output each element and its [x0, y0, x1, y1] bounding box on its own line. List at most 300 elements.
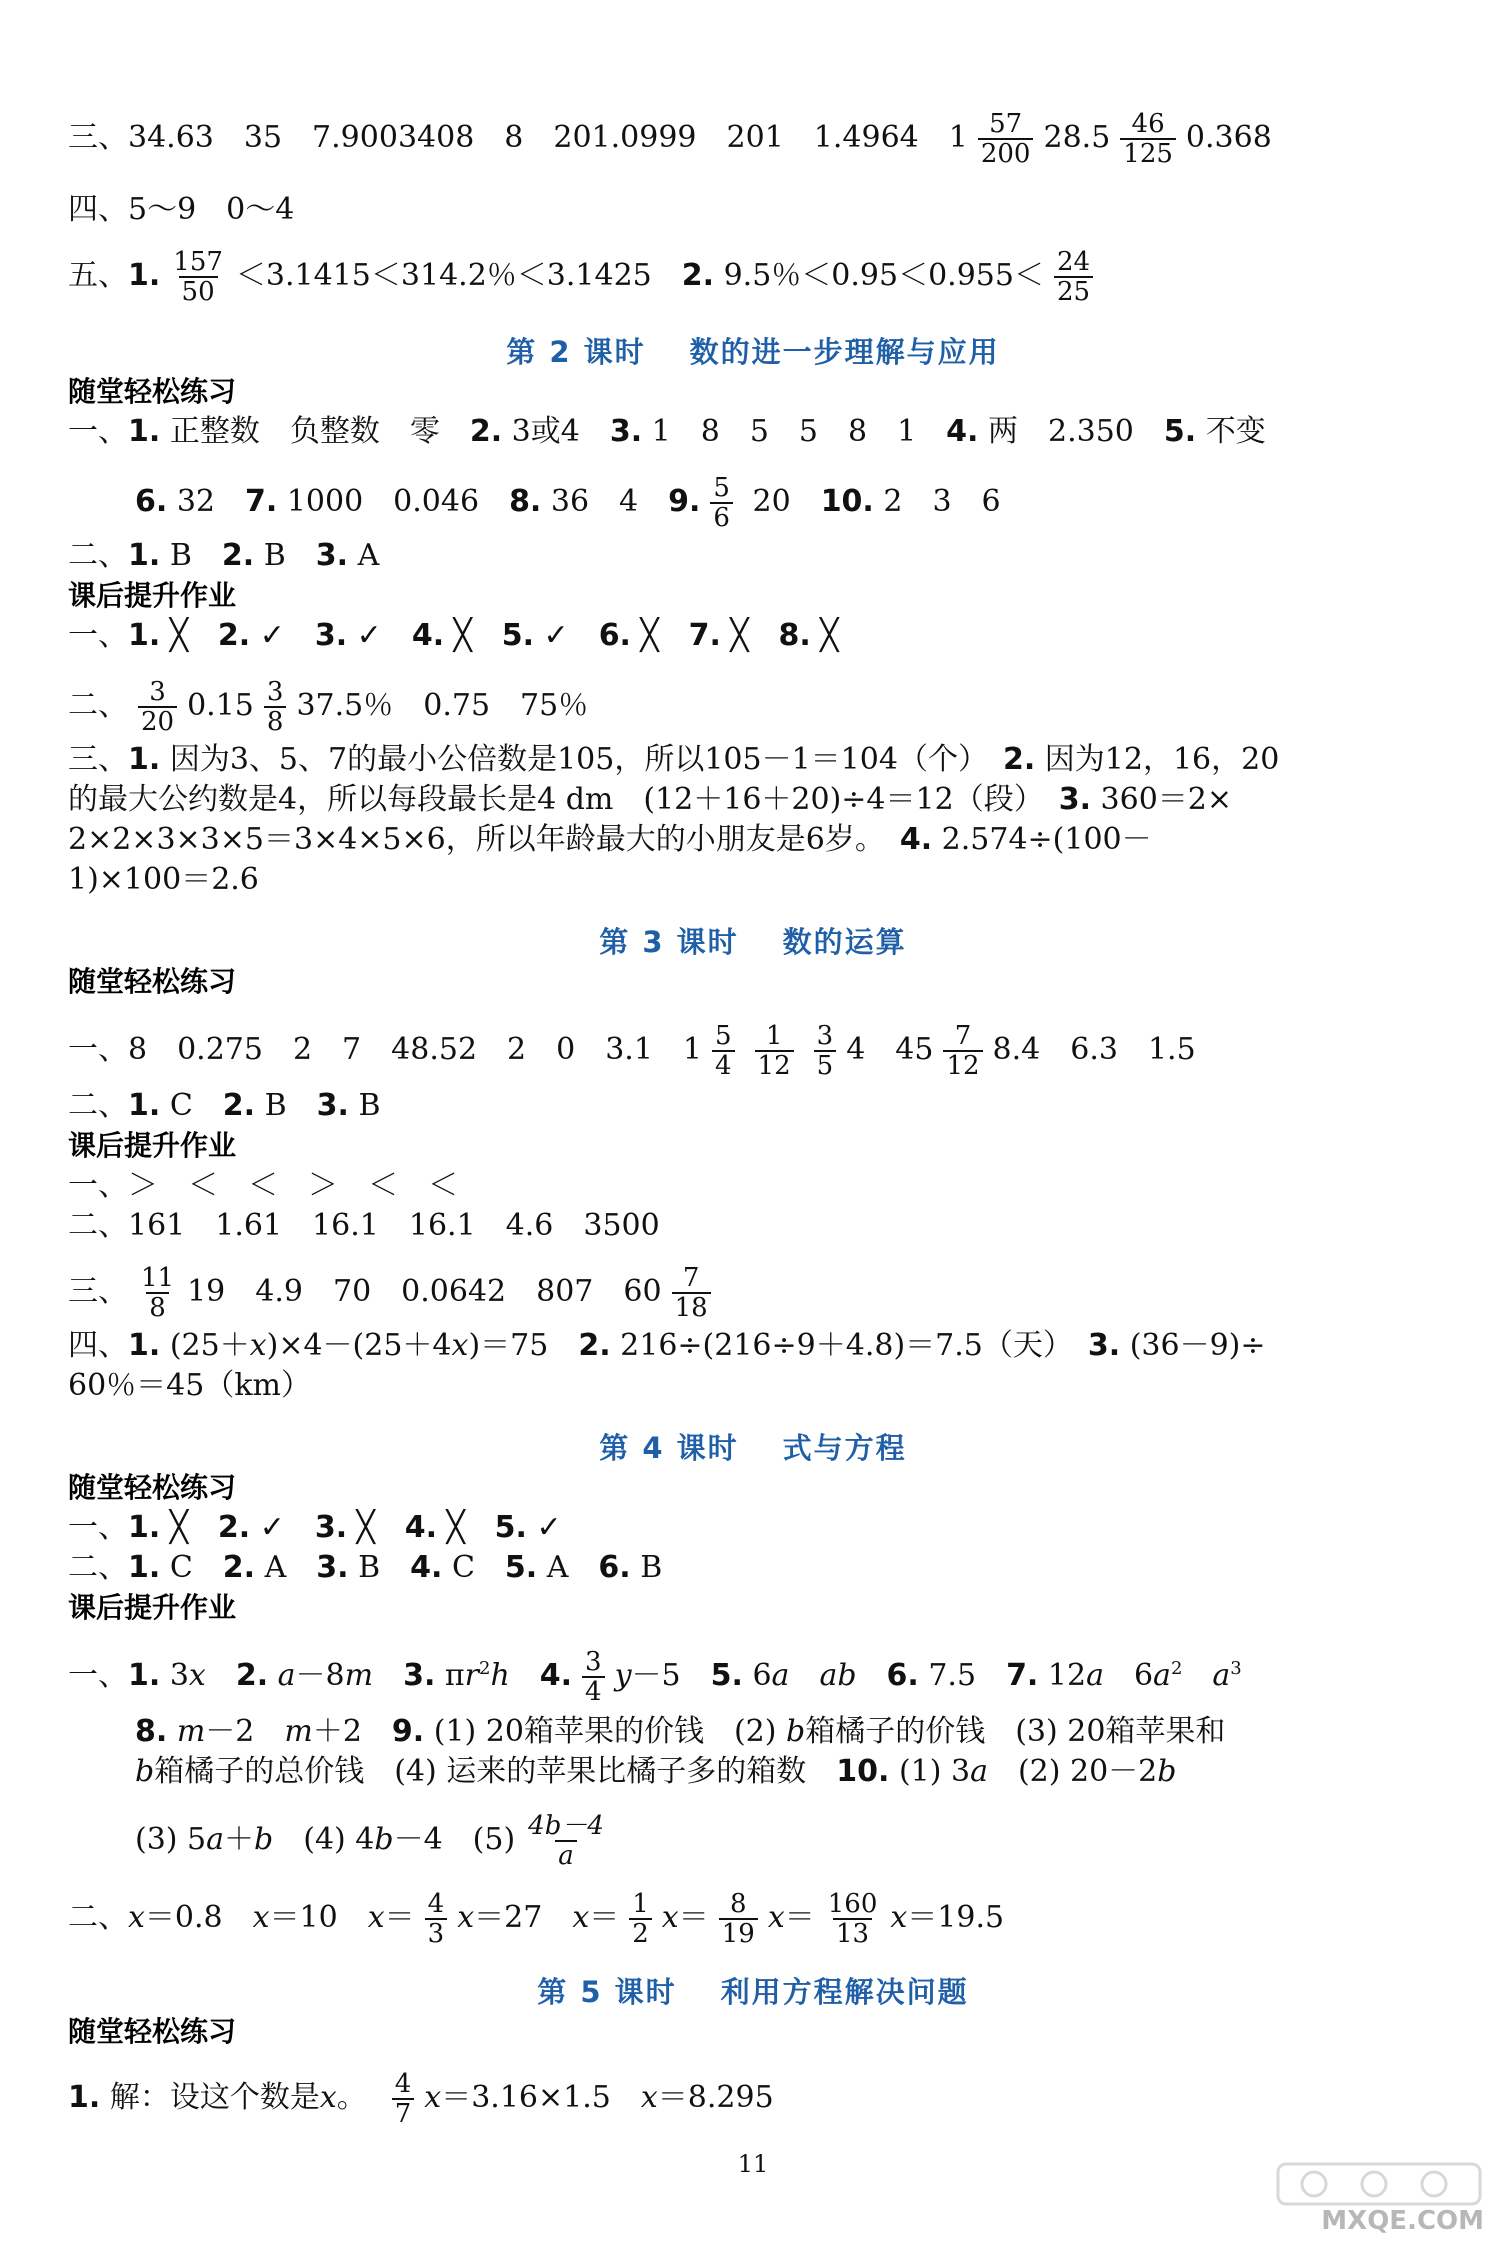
text-run: ╳ [160, 618, 218, 653]
text-run: )×4－(25＋4 [266, 1328, 452, 1363]
fraction [138, 1264, 177, 1322]
text-run: C [442, 1550, 505, 1585]
text-run: 0.368 [1185, 120, 1272, 155]
answer-line [68, 1206, 1446, 1246]
item-number: 1. [128, 538, 161, 573]
item-number: 5. [710, 1658, 743, 1693]
item-number: 2. [578, 1328, 611, 1363]
fraction [943, 1022, 982, 1080]
item-number: 2. [217, 618, 251, 653]
fraction-denominator: 6 [710, 502, 733, 532]
fraction-denominator: 20 [138, 706, 177, 736]
fraction-denominator: 7 [392, 2098, 415, 2128]
fraction [264, 678, 287, 736]
subsection-heading [68, 1588, 1446, 1628]
answer-line [135, 1812, 1446, 1870]
fraction-numerator: 7 [954, 1021, 972, 1051]
math-variable: y [614, 1658, 632, 1693]
fraction [755, 1022, 794, 1080]
text-run: ＝3.16×1.5 [441, 2080, 641, 2115]
text-run: 4 45 [846, 1032, 934, 1067]
math-variable: x [457, 1900, 475, 1935]
text-run: (1) 20箱苹果的价钱 (2) [424, 1714, 786, 1749]
fraction-numerator: 5 [713, 473, 730, 503]
text-run: ＝0.8 [144, 1900, 253, 1935]
fraction-denominator: 4 [712, 1050, 735, 1080]
fraction-denominator: 13 [833, 1918, 872, 1948]
item-number: 7. [245, 484, 278, 519]
item-number: 3. [403, 1658, 436, 1693]
text-run: 20 [742, 484, 821, 519]
subsection-heading [68, 372, 1446, 412]
text-run: ＝ [678, 1900, 709, 1935]
fraction-denominator: 50 [179, 276, 218, 306]
math-variable: x [640, 2080, 658, 2115]
answer-line [68, 536, 1446, 576]
fraction-numerator: 3 [266, 677, 284, 707]
item-number: 4. [899, 822, 933, 857]
text-run: ✓ [250, 618, 315, 653]
answer-line [68, 1326, 1446, 1366]
item-number: 1. [128, 414, 161, 449]
item-number: 2. [217, 1510, 251, 1545]
answer-line [135, 474, 1446, 532]
fraction-denominator: 12 [943, 1050, 982, 1080]
text-run: 。 [336, 2080, 382, 2115]
text-run: 随堂轻松练习 [68, 2015, 237, 2048]
math-variable: h [490, 1658, 510, 1693]
text-run: －8 [295, 1658, 345, 1693]
item-number: 3. [1058, 782, 1091, 817]
text-run: 3 [160, 1658, 189, 1693]
text-run: 一、＞ ＜ ＜ ＞ ＜ ＜ [68, 1168, 458, 1203]
text-run [510, 1658, 540, 1693]
fraction-numerator: 5 [715, 1021, 732, 1051]
text-run: 随堂轻松练习 [68, 965, 237, 998]
text-run: ＜3.1415＜314.2％＜3.1425 [235, 258, 682, 293]
item-number: 1. [128, 258, 161, 293]
text-run: －5 [631, 1658, 711, 1693]
text-run: 0.15 [187, 688, 254, 723]
text-run: (4) 4 [273, 1822, 375, 1857]
text-run: 课后提升作业 [68, 579, 237, 612]
text-run: 利用方程解决问题 [720, 1975, 969, 2009]
item-number: 1. [128, 1550, 161, 1585]
text-run: 1 8 5 5 8 1 [642, 414, 947, 449]
fraction [672, 1264, 711, 1322]
fraction [710, 474, 733, 532]
fraction [392, 2070, 415, 2128]
answer-line [68, 1086, 1446, 1126]
text-run: 37.5％ 0.75 75％ [296, 688, 589, 723]
text-run: B [255, 1088, 317, 1123]
text-run: ＝19.5 [907, 1900, 1005, 1935]
text-run: －2 [205, 1714, 285, 1749]
text-run: ＋2 [312, 1714, 392, 1749]
fraction-denominator: 8 [264, 706, 287, 736]
text-run: 7.5 [918, 1658, 1007, 1693]
text-run: 数的进一步理解与应用 [689, 335, 1000, 369]
text-run [206, 1658, 236, 1693]
text-run: 一、 [68, 414, 128, 449]
answer-line [68, 740, 1446, 780]
item-number: 2. [221, 538, 255, 573]
answer-line [68, 1264, 1446, 1322]
math-variable: m [344, 1658, 374, 1693]
answer-line [68, 2070, 1446, 2128]
answer-line [68, 248, 1446, 306]
math-variable: a [771, 1658, 790, 1693]
math-variable: b [374, 1822, 394, 1857]
item-number: 6. [598, 618, 631, 653]
fraction [712, 1022, 735, 1080]
text-run: ╳ [347, 1510, 405, 1545]
text-run: (36－9)÷ [1120, 1328, 1266, 1363]
text-run: ✓ [526, 1510, 562, 1545]
math-variable: b [135, 1754, 155, 1789]
item-number: 3. [1087, 1328, 1121, 1363]
math-variable: x [252, 1900, 270, 1935]
text-run: 1)×100＝2.6 [68, 862, 259, 897]
math-variable: x [188, 1658, 206, 1693]
text-run: 19 4.9 70 0.0642 807 60 [187, 1274, 662, 1309]
text-run: ╳ [437, 1510, 495, 1545]
fraction-numerator: 24 [1056, 247, 1091, 277]
text-run: A [255, 1550, 317, 1585]
text-run: 三、 [68, 742, 128, 777]
answer-line [68, 1548, 1446, 1588]
text-run: 216÷(216÷9＋4.8)＝7.5（天） [610, 1328, 1088, 1363]
fraction-numerator: 57 [989, 109, 1023, 139]
text-run [167, 1714, 177, 1749]
item-number: 8. [509, 484, 542, 519]
text-run: 因为3、5、7的最小公倍数是105，所以105－1＝104（个） [160, 742, 1003, 777]
fraction-numerator: 4 [394, 2069, 412, 2099]
item-number: 3. [609, 414, 643, 449]
text-run: 60％＝45（km） [68, 1368, 311, 1403]
text-run: C [160, 1088, 223, 1123]
text-run: 课后提升作业 [68, 1129, 237, 1162]
item-number: 10. [836, 1754, 890, 1789]
item-number: 3. [314, 1510, 348, 1545]
fraction-numerator: 3 [149, 677, 166, 707]
subsection-heading [68, 576, 1446, 616]
math-variable: x [128, 1900, 145, 1935]
item-number: 1. [128, 1658, 161, 1693]
fraction-numerator: 4b－4 [528, 1811, 604, 1841]
text-run: B [160, 538, 222, 573]
math-variable: m [284, 1714, 313, 1749]
text-run: 一、8 0.275 2 7 48.52 2 0 3.1 1 [68, 1032, 702, 1067]
math-variable: x [661, 1900, 679, 1935]
fraction [629, 1890, 652, 1948]
answer-line [68, 190, 1446, 230]
text-run: －4 (5) [393, 1822, 516, 1857]
fraction [525, 1812, 607, 1870]
item-number: 4. [539, 1658, 573, 1693]
text-run: 6 [742, 1658, 772, 1693]
item-number: 9. [668, 484, 701, 519]
text-run: π [435, 1658, 465, 1693]
text-run: 五、 [68, 258, 128, 293]
text-run: 解：设这个数是 [100, 2080, 320, 2115]
math-variable: a [206, 1822, 225, 1857]
item-number: 6. [135, 484, 168, 519]
text-run: 360＝2× [1090, 782, 1233, 817]
item-number: 4. [404, 1510, 438, 1545]
item-number: 5. [504, 1550, 538, 1585]
math-variable: b [254, 1822, 274, 1857]
text-run: 二、 [68, 1088, 128, 1123]
answer-line [68, 412, 1446, 452]
text-run: 2×2×3×3×5＝3×4×5×6，所以年龄最大的小朋友是6岁。 [68, 822, 900, 857]
text-run: 二、 [68, 538, 128, 573]
math-variable: x [890, 1900, 908, 1935]
text-run: B [348, 1088, 381, 1123]
text-run: (25＋ [160, 1328, 250, 1363]
item-number: 7. [688, 618, 721, 653]
fraction [825, 1890, 881, 1948]
answer-line [68, 616, 1446, 656]
text-run: (3) 5 [135, 1822, 207, 1857]
text-run: 9.5％＜0.95＜0.955＜ [714, 258, 1044, 293]
item-number: 5. [494, 1510, 527, 1545]
item-number: 8. [778, 618, 811, 653]
item-number: 6. [886, 1658, 919, 1693]
fraction-numerator: 157 [173, 247, 223, 277]
answer-line [135, 1712, 1446, 1752]
text-run: 第 5 课时 [537, 1975, 677, 2009]
item-number: 4. [946, 414, 979, 449]
math-variable: x [249, 1328, 267, 1363]
text-run: ╳ [160, 1510, 218, 1545]
answer-line [68, 1366, 1446, 1406]
text-run: 一、 [68, 618, 128, 653]
fraction-denominator: a [555, 1840, 577, 1870]
text-run: 箱橘子的总价钱 (4) 运来的苹果比橘子多的箱数 [154, 1754, 837, 1789]
page-number: 11 [737, 2150, 769, 2178]
text-run: 的最大公约数是4，所以每段最长是4 dm (12＋16＋20)÷4＝12（段） [68, 782, 1059, 817]
item-number: 6. [598, 1550, 631, 1585]
answer-line [68, 860, 1446, 900]
text-run: A [537, 1550, 599, 1585]
subsection-heading [68, 962, 1446, 1002]
item-number: 1. [68, 2080, 101, 2115]
text-run: ╳ [630, 618, 689, 653]
text-run: (2) 20－2 [987, 1754, 1158, 1789]
fraction-numerator: 46 [1131, 109, 1165, 139]
text-run [373, 1658, 403, 1693]
math-variable: x [319, 2080, 337, 2115]
item-number: 7. [1006, 1658, 1039, 1693]
text-run: 四、 [68, 1328, 128, 1363]
item-number: 10. [820, 484, 874, 519]
math-variable: x [424, 2080, 442, 2115]
text-run: 第 3 课时 [599, 925, 739, 959]
text-run: 随堂轻松练习 [68, 1471, 237, 1504]
item-number: 1. [128, 1328, 161, 1363]
text-run [789, 1658, 819, 1693]
item-number: 2. [222, 1550, 256, 1585]
fraction-denominator: 4 [582, 1676, 605, 1706]
math-variable: x [451, 1328, 469, 1363]
item-number: 1. [128, 1510, 161, 1545]
fraction-denominator: 2 [629, 1918, 652, 1948]
fraction-denominator: 125 [1120, 138, 1176, 168]
item-number: 9. [391, 1714, 425, 1749]
fraction-numerator: 4 [427, 1889, 445, 1919]
fraction-numerator: 3 [585, 1647, 602, 1677]
fraction-denominator: 19 [719, 1918, 758, 1948]
item-number: 5. [1163, 414, 1197, 449]
answer-line [68, 110, 1446, 168]
text-run: 第 2 课时 [506, 335, 646, 369]
fraction-numerator: 160 [827, 1889, 878, 1919]
fraction-denominator: 5 [814, 1050, 837, 1080]
fraction [425, 1890, 448, 1948]
item-number: 4. [410, 1550, 443, 1585]
fraction-numerator: 11 [141, 1263, 175, 1293]
answer-line [68, 1508, 1446, 1548]
item-number: 2. [469, 414, 503, 449]
text-run: 箱橘子的价钱 (3) 20箱苹果和 [805, 1714, 1226, 1749]
text-run: ✓ [250, 1510, 315, 1545]
text-run: (1) 3 [889, 1754, 971, 1789]
superscript: 3 [1230, 1658, 1242, 1679]
text-run: 第 4 课时 [599, 1431, 739, 1465]
answer-line [68, 678, 1446, 736]
text-run: 6 [1103, 1658, 1154, 1693]
item-number: 2. [235, 1658, 269, 1693]
fraction [1054, 248, 1093, 306]
text-run: 2.574÷(100－ [932, 822, 1152, 857]
answer-line [68, 1648, 1446, 1706]
text-run: 式与方程 [782, 1431, 907, 1465]
text-run: 三、 [68, 1274, 128, 1309]
fraction-denominator: 25 [1054, 276, 1093, 306]
item-number: 3. [315, 538, 349, 573]
answer-line [68, 820, 1446, 860]
watermark-text: MXQE.COM [1321, 2206, 1484, 2236]
fraction [814, 1022, 837, 1080]
text-run: 数的运算 [782, 925, 907, 959]
answer-line [68, 1022, 1446, 1080]
item-number: 2. [681, 258, 715, 293]
text-run: B [630, 1550, 663, 1585]
text-run: 两 2.350 [978, 414, 1164, 449]
fraction-numerator: 1 [632, 1889, 649, 1919]
item-number: 1. [128, 618, 161, 653]
text-run: 一、 [68, 1510, 128, 1545]
text-run: ╳ [720, 618, 779, 653]
text-run: ╳ [444, 618, 502, 653]
superscript: 2 [478, 1658, 491, 1679]
text-run: 2 3 6 [873, 484, 1001, 519]
item-number: 1. [128, 742, 161, 777]
text-run: 因为12，16，20 [1035, 742, 1280, 777]
section-title [0, 1426, 1506, 1467]
text-run: B [348, 1550, 411, 1585]
text-run: ＝27 [474, 1900, 573, 1935]
fraction-numerator: 7 [682, 1263, 700, 1293]
text-run [268, 1658, 278, 1693]
answer-line [68, 1166, 1446, 1206]
math-variable: ab [819, 1658, 857, 1693]
fraction-denominator: 8 [146, 1292, 169, 1322]
section-title [0, 330, 1506, 371]
item-number: 8. [135, 1714, 168, 1749]
text-run: )＝75 [468, 1328, 579, 1363]
fraction [1120, 110, 1176, 168]
text-run: ✓ [534, 618, 599, 653]
math-variable: a [1086, 1658, 1104, 1693]
text-run: 二、 [68, 1900, 128, 1935]
text-run: 不变 [1196, 414, 1266, 449]
text-run: ＝ [589, 1900, 620, 1935]
text-run: 12 [1038, 1658, 1087, 1693]
section-title [0, 1970, 1506, 2011]
text-run: 8.4 6.3 1.5 [992, 1032, 1196, 1067]
item-number: 2. [222, 1088, 256, 1123]
text-run: 正整数 负整数 零 [160, 414, 470, 449]
answer-line [68, 780, 1446, 820]
text-run: 28.5 [1043, 120, 1111, 155]
math-variable: a [277, 1658, 296, 1693]
text-run: 四、5～9 0～4 [68, 192, 295, 227]
text-run: 二、 [68, 688, 128, 723]
text-run: 三、34.63 35 7.9003408 8 201.0999 201 1.4964 1 [68, 120, 968, 155]
math-variable: m [176, 1714, 206, 1749]
section-title [0, 920, 1506, 961]
fraction-denominator: 18 [672, 1292, 711, 1322]
text-run: 二、161 1.61 16.1 16.1 4.6 3500 [68, 1208, 660, 1243]
math-variable: x [572, 1900, 590, 1935]
text-run: ＋ [224, 1822, 255, 1857]
math-variable: x [767, 1900, 785, 1935]
item-number: 4. [411, 618, 445, 653]
math-variable: a [1212, 1658, 1231, 1693]
text-run: B [254, 538, 316, 573]
text-run: 32 [167, 484, 245, 519]
math-variable: a [1153, 1658, 1171, 1693]
fraction-numerator: 8 [729, 1889, 747, 1919]
fraction [582, 1648, 605, 1706]
math-variable: r [464, 1658, 479, 1693]
answer-line [135, 1752, 1446, 1792]
text-run: 3或4 [502, 414, 610, 449]
item-number: 2. [1002, 742, 1036, 777]
text-run: 二、 [68, 1550, 128, 1585]
fraction-numerator: 3 [816, 1021, 834, 1051]
text-run: ＝10 [269, 1900, 368, 1935]
text-run: 1000 0.046 [277, 484, 510, 519]
fraction-denominator: 200 [978, 138, 1034, 168]
text-run: 一、 [68, 1658, 128, 1693]
fraction [978, 110, 1034, 168]
math-variable: b [1157, 1754, 1177, 1789]
fraction [138, 678, 177, 736]
subsection-heading [68, 1468, 1446, 1508]
superscript: 2 [1170, 1658, 1183, 1679]
subsection-heading [68, 2012, 1446, 2052]
answer-line [68, 1890, 1446, 1948]
text-run: ＝ [784, 1900, 815, 1935]
text-run: C [160, 1550, 223, 1585]
subsection-heading [68, 1126, 1446, 1166]
text-run: ✓ [347, 618, 412, 653]
math-variable: x [367, 1900, 385, 1935]
math-variable: a [970, 1754, 988, 1789]
